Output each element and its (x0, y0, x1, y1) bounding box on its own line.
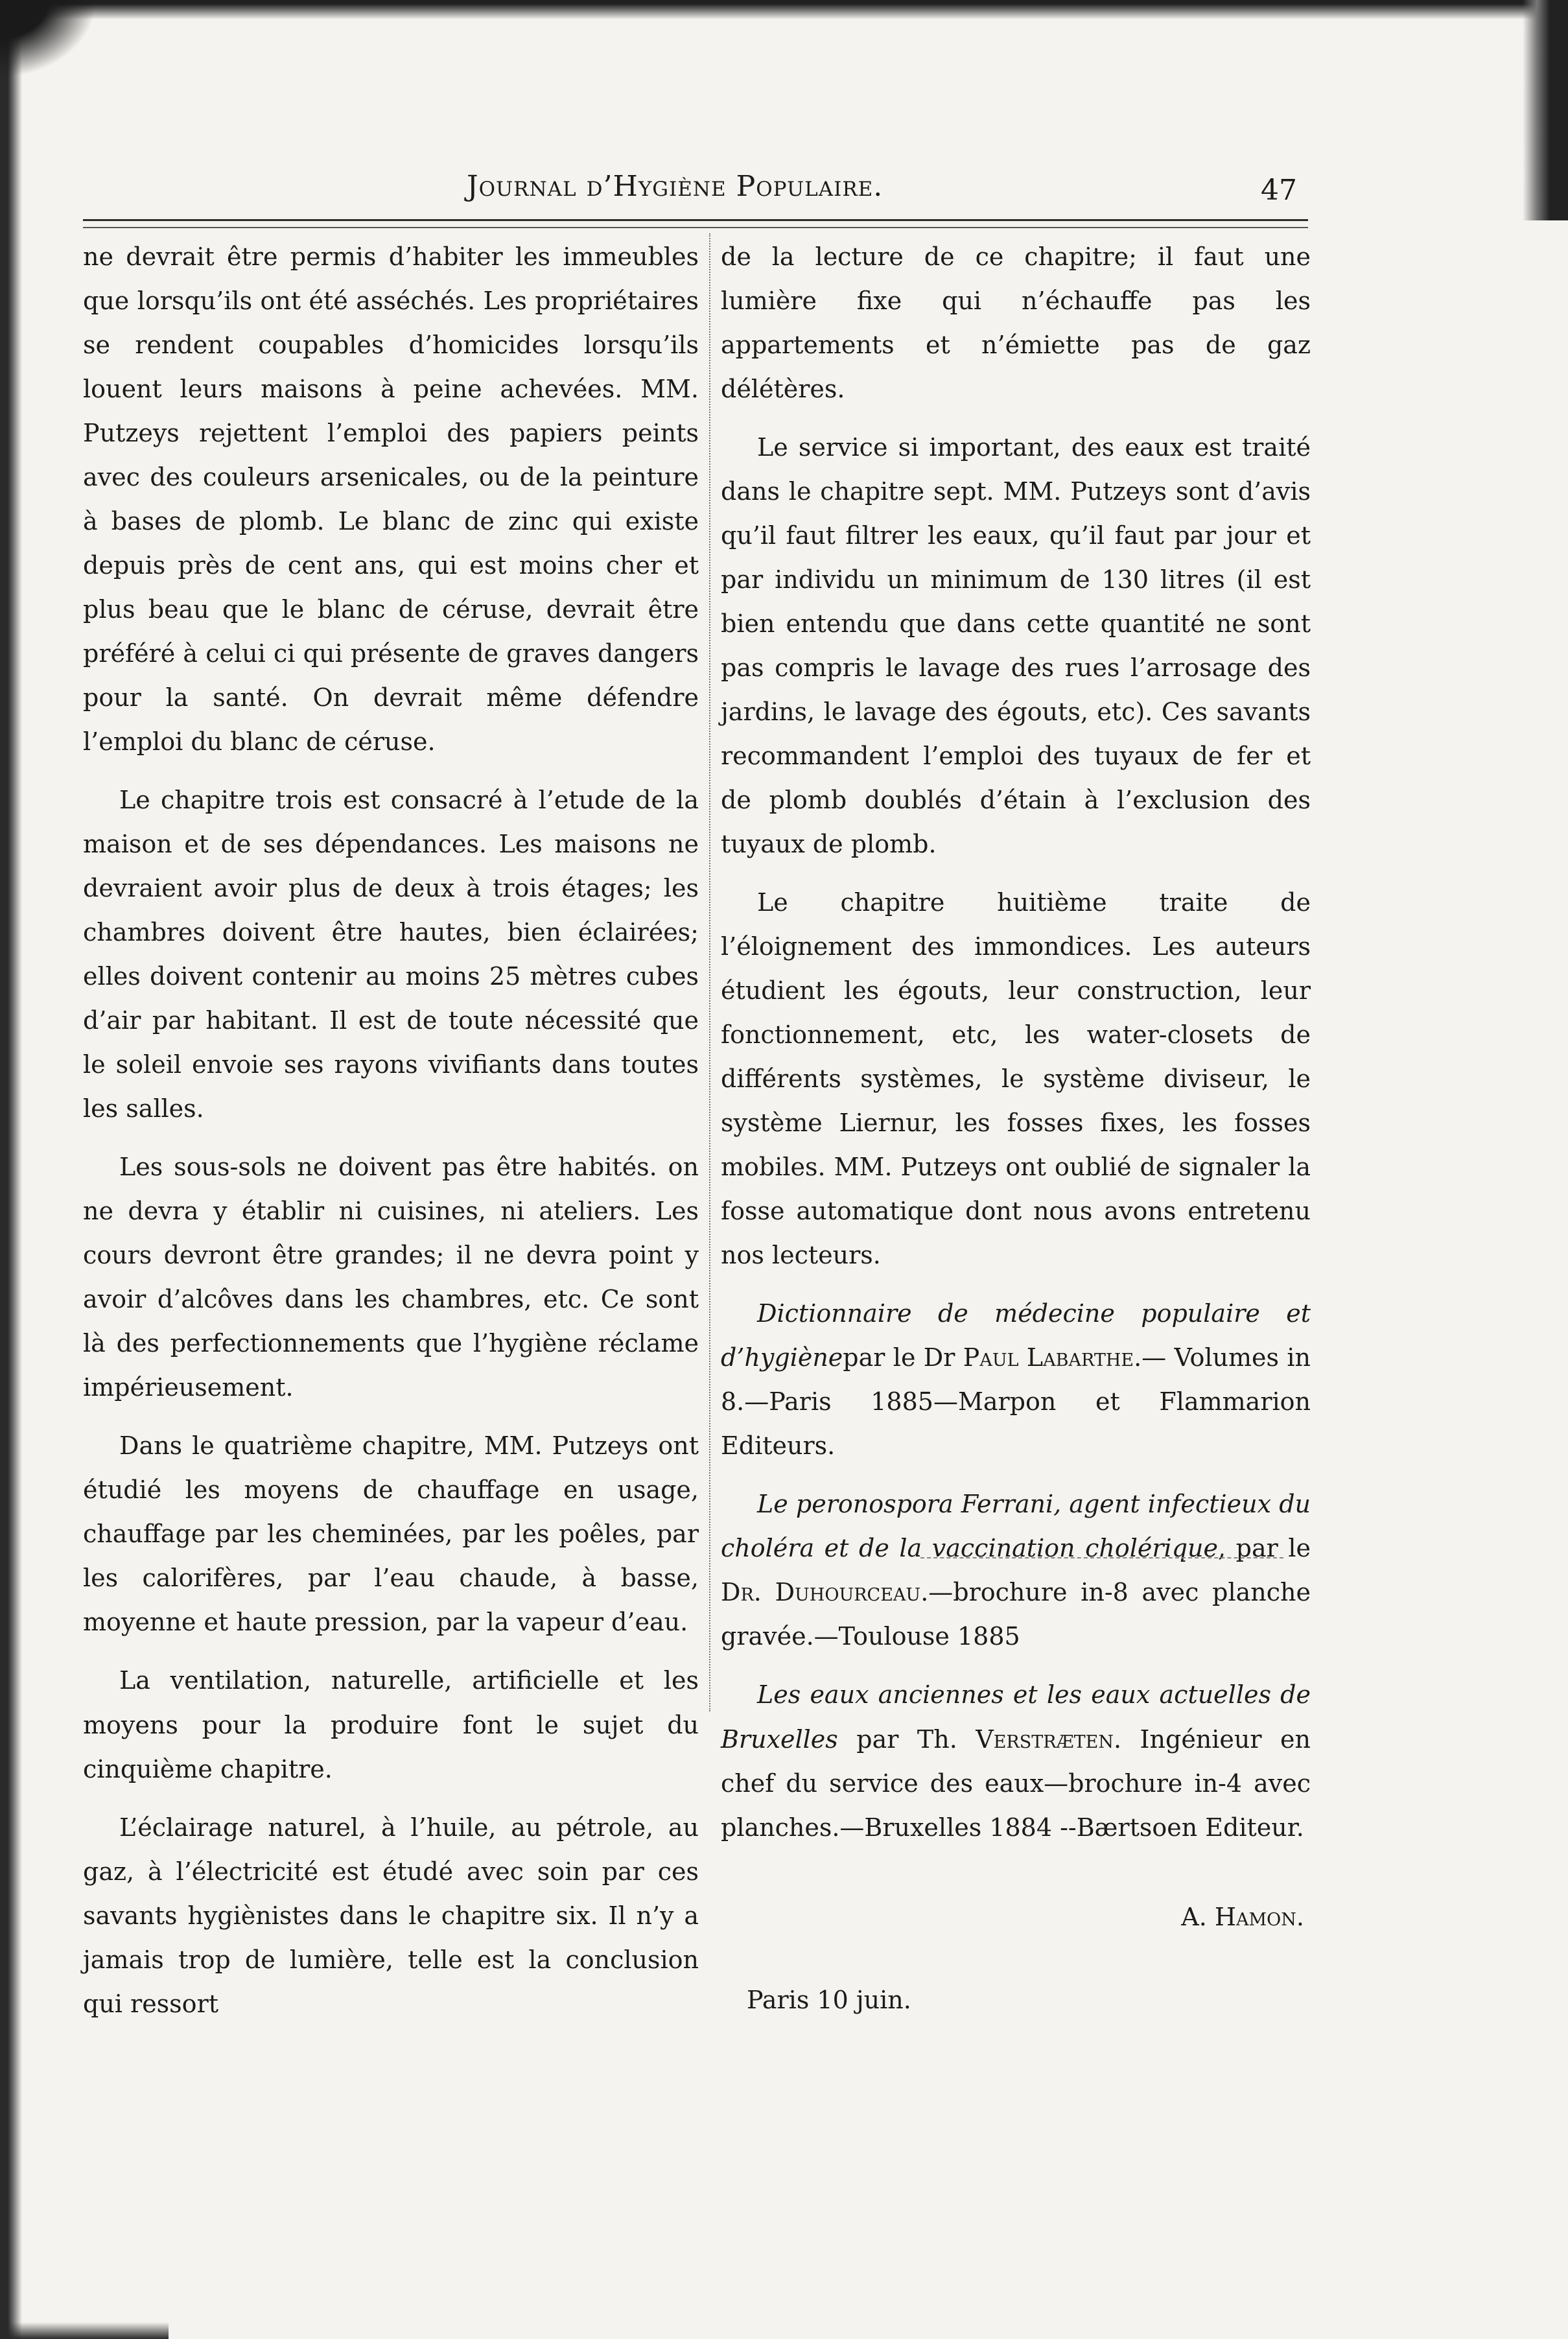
reference-author: Verstræten (976, 1724, 1114, 1754)
reference-author-prefix: par Th. (837, 1724, 976, 1754)
reference-title: Les eaux anciennes et les eaux actuelles de Bruxelles (721, 1680, 1311, 1754)
paragraph: ne devrait être permis d’habiter les immeubles que lorsqu’ils ont été asséchés. Les propriétaires se rendent coupables d’homicides lorsqu’ils louent leurs maisons à peine achevées. MM. Putzeys rejettent l’emploi des papiers peints avec des couleurs arsenicales, ou de la peinture à bases de plomb. Le blanc de zinc qui existe depuis près de cent ans, qui est moins cher et plus beau que le blanc de céruse, devrait être préféré à celui ci qui présente de graves dangers pour la santé. On devrait même défendre l’emploi du blanc de céruse. (83, 242, 699, 757)
paragraph: Le service si important, des eaux est traité dans le chapitre sept. MM. Putzeys sont d’avis qu’il faut filtrer les eaux, qu’il faut par jour et par individu un minimum de 130 litres (il est bien entendu que dans cette quantité ne sont pas compris le lavage des rues l’arrosage des jardins, le lavage des égouts, etc). Ces savants recommandent l’emploi des tuyaux de fer et de plomb doublés d’étain à l’exclusion des tuyaux de plomb. (721, 433, 1311, 859)
bibliography-entry (721, 1673, 1311, 1849)
reference-author: Dr. Duhourceau (721, 1578, 921, 1607)
running-title: Journal d’Hygiène Populaire. (467, 170, 883, 203)
page-number: 47 (1261, 174, 1297, 207)
paragraph: Le chapitre huitième traite de l’éloignement des immondices. Les auteurs étudient les égouts, leur construction, leur fonctionnement, etc, les water-closets de différents systèmes, le système diviseur, le système Liernur, les fosses fixes, les fosses mobiles. MM. Putzeys ont oublié de signaler la fosse automatique dont nous avons entretenu nos lecteurs. (721, 888, 1311, 1270)
closing-rule (920, 1557, 1283, 1558)
paragraph: de la lecture de ce chapitre; il faut une lumière fixe qui n’échauffe pas les appartements et n’émiette pas de gaz délétères. (721, 242, 1311, 404)
paragraph: L’éclairage naturel, à l’huile, au pétrole, au gaz, à l’électricité est étudé avec soin par ces savants hygiènistes dans le chapitre six. Il n’y a jamais trop de lumière, telle est la conclusion qui ressort (83, 1813, 699, 2018)
reference-title: Le peronospora Ferrani, agent infectieux du choléra et de la vaccination cholérique (721, 1490, 1311, 1563)
dateline: Paris 10 juin. (747, 1985, 911, 2014)
reference-title: Dictionnaire de médecine populaire et d’hygiène (721, 1299, 1311, 1372)
paragraph: Dans le quatrième chapitre, MM. Putzeys ont étudié les moyens de chauffage en usage, chauffage par les cheminées, par les poêles, par les calorifères, par l’eau chaude, à basse, moyenne et haute pression, par la vapeur d’eau. (83, 1431, 699, 1637)
bibliography-entry (721, 1482, 1311, 1658)
author-signature: A. Hamon. (1181, 1902, 1304, 1931)
column-divider (709, 233, 710, 1711)
paragraph: Le chapitre trois est consacré à l’etude de la maison et de ses dépendances. Les maisons ne devraient avoir plus de deux à trois étages; les chambres doivent être hautes, bien éclairées; elles doivent contenir au moins 25 mètres cubes d’air par habitant. Il est de toute nécessité que le soleil envoie ses rayons vivifiants dans toutes les salles. (83, 786, 699, 1123)
reference-author-prefix: par le Dr (843, 1343, 963, 1372)
reference-details: .—brochure in-8 avec planche gravée.—Toulouse 1885 (721, 1578, 1311, 1651)
reference-details: .— Volumes in 8.—Paris 1885—Marpon et Flammarion Editeurs. (721, 1343, 1311, 1461)
scan-border-top (0, 0, 1568, 19)
scan-border-bottom (0, 2322, 169, 2339)
right-column (721, 235, 1311, 2036)
reference-author: Paul Labarthe (963, 1343, 1134, 1372)
header-rule-secondary (83, 227, 1308, 228)
reference-details: . Ingénieur en chef du service des eaux—brochure in-4 avec planches.—Bruxelles 1884 --Bærtsoen Editeur. (721, 1724, 1311, 1842)
reference-author-prefix: , par le (1217, 1534, 1311, 1563)
bibliography-entry (721, 1291, 1311, 1468)
scan-corner-shadow (0, 0, 97, 78)
paragraph: La ventilation, naturelle, artificielle et les moyens pour la produire font le sujet du cinquième chapitre. (83, 1666, 699, 1783)
header-rule (83, 219, 1308, 221)
paragraph: Les sous-sols ne doivent pas être habités. on ne devra y établir ni cuisines, ni ateliers. Les cours devront être grandes; il ne devra point y avoir d’alcôves dans les chambres, etc. Ce sont là des perfectionnements que l’hygiène réclame impérieusement. (83, 1153, 699, 1402)
scan-border-left (0, 0, 22, 2339)
left-column (83, 235, 699, 2040)
scan-border-right (1523, 0, 1568, 220)
